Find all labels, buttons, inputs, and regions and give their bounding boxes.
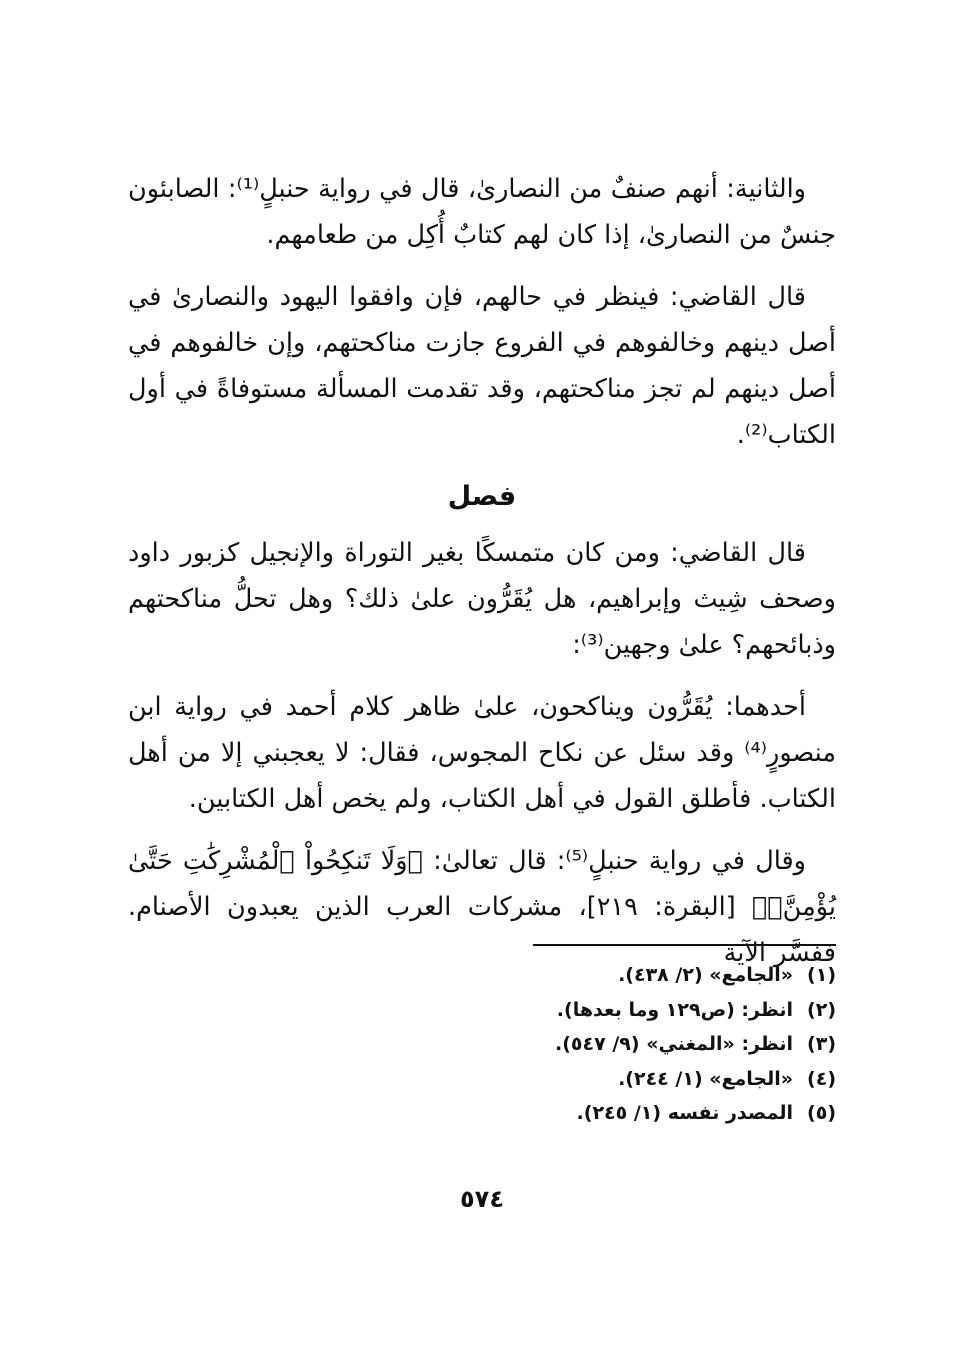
footnote-item (128, 993, 836, 1028)
section-heading: فصل (447, 481, 517, 512)
paragraph-5: وقال في رواية حنبلٍ⁽⁵⁾: قال تعالىٰ: ﴿وَلَا تَنكِحُواْ ٱلْمُشْرِكَٰتِ حَتَّىٰ يُؤْمِنَّۚ﴾ [البقرة: ٢١٩]، مشركات العرب الذين يعبدون الأصنام. ففسَّر الآية (128, 846, 836, 968)
footnote-number: (٣) (807, 1033, 836, 1055)
paragraph-3: قال القاضي: ومن كان متمسكًا بغير التوراة والإنجيل كزبور داود وصحف شِيث وإبراهيم، هل يُقَرُّون علىٰ ذلك؟ وهل تحلُّ مناكحتهم وذبائحهم؟ علىٰ وجهين⁽³⁾: (128, 538, 836, 660)
footnote-divider (533, 944, 836, 946)
footnote-number: (٥) (807, 1102, 836, 1124)
footnote-text: المصدر نفسه (١/ ٢٤٥). (576, 1102, 794, 1124)
footnote-number: (١) (807, 964, 836, 986)
paragraph-4: أحدهما: يُقَرُّون ويناكحون، علىٰ ظاهر كلام أحمد في رواية ابن منصورٍ⁽⁴⁾ وقد سئل عن نكاح المجوس، فقال: لا يعجبني إلا من أهل الكتاب. فأطلق القول في أهل الكتاب، ولم يخص أهل الكتابين. (128, 692, 836, 814)
paragraph-1: والثانية: أنهم صنفٌ من النصارىٰ، قال في رواية حنبلٍ⁽¹⁾: الصابئون جنسٌ من النصارىٰ، إذا كان لهم كتابٌ أُكِل من طعامهم. (128, 174, 836, 250)
paragraph-2: قال القاضي: فينظر في حالهم، فإن وافقوا اليهود والنصارىٰ في أصل دينهم وخالفوهم في الفروع جازت مناكحتهم، وإن خالفوهم في أصل دينهم لم تجز مناكحتهم، وقد تقدمت المسألة مستوفاةً في أول الكتاب⁽²⁾. (128, 282, 836, 450)
footnote-number: (٢) (807, 998, 836, 1021)
footnote-text: «الجامع» (١/ ٢٤٤). (618, 1067, 794, 1090)
footnote-text: انظر: «المغني» (٩/ ٥٤٧). (555, 1033, 794, 1055)
footnote-item (128, 1062, 836, 1097)
footnote-text: انظر: (ص١٢٩ وما بعدها). (556, 998, 794, 1021)
footnote-item (128, 958, 836, 993)
page-number: ٥٧٤ (460, 1185, 504, 1213)
main-text (128, 166, 836, 992)
footnote-item (128, 1096, 836, 1131)
footnote-item (128, 1027, 836, 1062)
footnote-number: (٤) (807, 1067, 836, 1090)
footnote-text: «الجامع» (٢/ ٤٣٨). (618, 964, 794, 986)
footnotes (128, 958, 836, 1131)
